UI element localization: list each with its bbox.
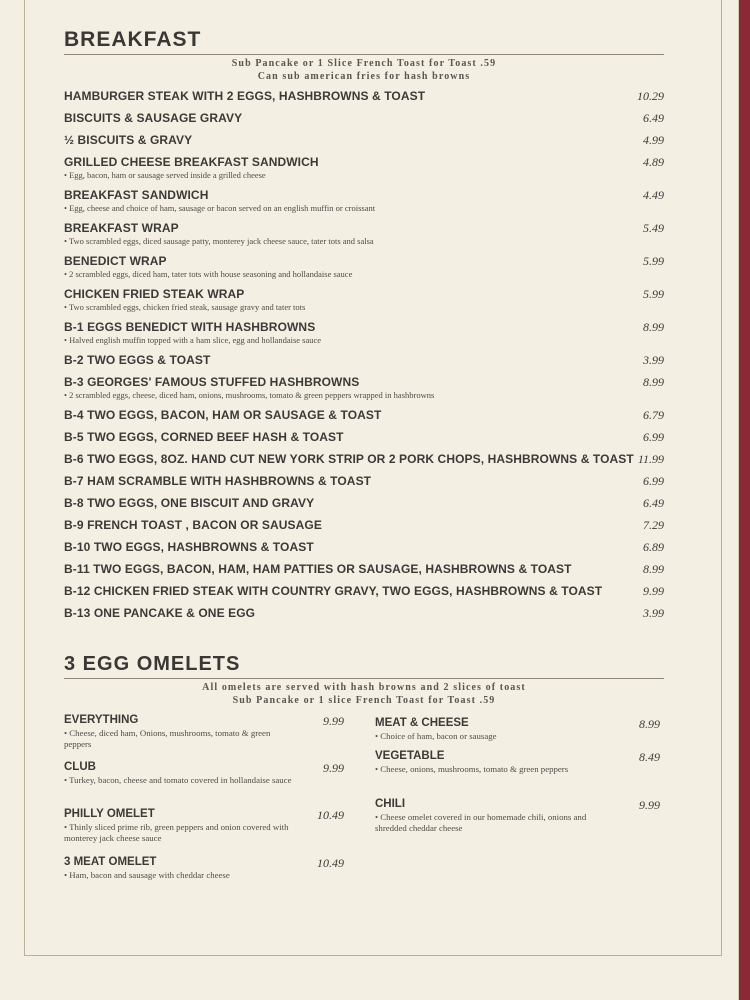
- item-description: • Halved english muffin topped with a ham slice, egg and hollandaise sauce: [64, 335, 322, 345]
- item-price: 6.89: [643, 540, 664, 554]
- omelet-price: 10.49: [317, 808, 344, 822]
- item-name: B-13 ONE PANCAKE & ONE EGG: [64, 606, 256, 620]
- item-name: BREAKFAST SANDWICH: [64, 188, 209, 202]
- item-price: 8.99: [643, 562, 664, 576]
- omelet-item: [375, 717, 660, 750]
- item-name: B-3 GEORGES' FAMOUS STUFFED HASHBROWNS: [64, 375, 360, 389]
- menu-item: [64, 353, 664, 375]
- item-name: B-10 TWO EGGS, HASHBROWNS & TOAST: [64, 540, 314, 554]
- item-price: 8.99: [643, 320, 664, 334]
- item-price: 5.49: [643, 221, 664, 235]
- omelet-name: PHILLY OMELET: [64, 808, 155, 820]
- menu-item: [64, 133, 664, 155]
- omelet-description: • Cheese omelet covered in our homemade chili, onions and shredded cheddar cheese: [375, 812, 587, 833]
- item-name: B-1 EGGS BENEDICT WITH HASHBROWNS: [64, 320, 316, 334]
- item-name: ½ BISCUITS & GRAVY: [64, 133, 193, 147]
- omelet-name: MEAT & CHEESE: [375, 717, 469, 729]
- breakfast-note-1: Sub Pancake or 1 Slice French Toast for Toast .59: [231, 58, 497, 69]
- menu-item: [64, 518, 664, 540]
- item-price: 7.29: [643, 518, 664, 532]
- item-name: B-12 CHICKEN FRIED STEAK WITH COUNTRY GRAVY, TWO EGGS, HASHBROWNS & TOAST: [64, 584, 603, 598]
- breakfast-title: BREAKFAST: [64, 28, 664, 55]
- breakfast-header: [64, 28, 664, 83]
- omelet-description: • Thinly sliced prime rib, green peppers and onion covered with monterey jack cheese sauce: [64, 822, 289, 843]
- omelet-description: • Cheese, onions, mushrooms, tomato & green peppers: [375, 764, 569, 774]
- item-price: 3.99: [643, 606, 664, 620]
- item-price: 4.49: [643, 188, 664, 202]
- item-name: B-9 FRENCH TOAST , BACON OR SAUSAGE: [64, 518, 322, 532]
- omelet-price: 9.99: [323, 714, 344, 728]
- item-description: • Two scrambled eggs, diced sausage patty, monterey jack cheese sauce, tater tots and salsa: [64, 236, 374, 246]
- omelets-note-2: Sub Pancake or 1 slice French Toast for Toast .59: [232, 695, 496, 706]
- omelet-name: 3 MEAT OMELET: [64, 856, 157, 868]
- item-price: 9.99: [643, 584, 664, 598]
- item-description: • Egg, bacon, ham or sausage served inside a grilled cheese: [64, 170, 266, 180]
- item-description: • Two scrambled eggs, chicken fried steak, sausage gravy and tater tots: [64, 302, 306, 312]
- item-price: 3.99: [643, 353, 664, 367]
- breakfast-note-2: Can sub american fries for hash browns: [257, 71, 471, 82]
- menu-item: [64, 320, 664, 353]
- omelet-item: [64, 856, 344, 896]
- item-price: 4.99: [643, 133, 664, 147]
- menu-item: [64, 155, 664, 188]
- item-name: HAMBURGER STEAK WITH 2 EGGS, HASHBROWNS & TOAST: [64, 89, 426, 103]
- omelet-description: • Ham, bacon and sausage with cheddar cheese: [64, 870, 230, 880]
- item-price: 5.99: [643, 287, 664, 301]
- omelet-item: [375, 798, 660, 848]
- item-name: B-11 TWO EGGS, BACON, HAM, HAM PATTIES OR SAUSAGE, HASHBROWNS & TOAST: [64, 562, 572, 576]
- item-price: 6.99: [643, 474, 664, 488]
- omelet-price: 9.99: [323, 761, 344, 775]
- omelet-price: 8.99: [639, 717, 660, 731]
- item-name: BREAKFAST WRAP: [64, 221, 179, 235]
- menu-item: [64, 408, 664, 430]
- menu-item: [64, 496, 664, 518]
- omelet-price: 10.49: [317, 856, 344, 870]
- omelet-item: [375, 750, 660, 798]
- omelet-description: • Cheese, diced ham, Onions, mushrooms, tomato & green peppers: [64, 728, 271, 749]
- omelet-item: [64, 714, 344, 761]
- menu-item: [64, 254, 664, 287]
- item-name: B-6 TWO EGGS, 8OZ. HAND CUT NEW YORK STRIP OR 2 PORK CHOPS, HASHBROWNS & TOAST: [64, 452, 634, 466]
- menu-item: [64, 606, 664, 628]
- menu-item: [64, 287, 664, 320]
- menu-item: [64, 89, 664, 111]
- omelet-item: [64, 808, 344, 856]
- omelet-item: [64, 761, 344, 808]
- item-description: • 2 scrambled eggs, diced ham, tater tots with house seasoning and hollandaise sauce: [64, 269, 353, 279]
- menu-item: [64, 452, 664, 474]
- item-price: 6.79: [643, 408, 664, 422]
- item-price: 8.99: [643, 375, 664, 389]
- omelets-note-1: All omelets are served with hash browns and 2 slices of toast: [202, 682, 526, 693]
- item-name: B-7 HAM SCRAMBLE WITH HASHBROWNS & TOAST: [64, 474, 372, 488]
- omelet-name: EVERYTHING: [64, 714, 139, 726]
- item-name: BENEDICT WRAP: [64, 254, 167, 268]
- item-price: 10.29: [637, 89, 664, 103]
- menu-item: [64, 474, 664, 496]
- omelets-header: [64, 653, 664, 707]
- omelet-name: CHILI: [375, 798, 406, 810]
- omelet-price: 8.49: [639, 750, 660, 764]
- omelet-price: 9.99: [639, 798, 660, 812]
- omelets-right-column: [375, 717, 660, 848]
- item-name: B-4 TWO EGGS, BACON, HAM OR SAUSAGE & TOAST: [64, 408, 382, 422]
- menu-item: [64, 584, 664, 606]
- omelet-name: CLUB: [64, 761, 96, 773]
- item-name: BISCUITS & SAUSAGE GRAVY: [64, 111, 243, 125]
- item-name: B-5 TWO EGGS, CORNED BEEF HASH & TOAST: [64, 430, 344, 444]
- omelets-left-column: [64, 714, 344, 896]
- item-description: • 2 scrambled eggs, cheese, diced ham, onions, mushrooms, tomato & green peppers wrapped in hashbrowns: [64, 390, 435, 400]
- omelet-description: • Turkey, bacon, cheese and tomato covered in hollandaise sauce: [64, 775, 292, 785]
- breakfast-items: [64, 89, 664, 628]
- item-price: 11.99: [637, 452, 664, 466]
- item-name: CHICKEN FRIED STEAK WRAP: [64, 287, 245, 301]
- menu-item: [64, 430, 664, 452]
- item-price: 5.99: [643, 254, 664, 268]
- menu-item: [64, 540, 664, 562]
- menu-item: [64, 375, 664, 408]
- omelet-name: VEGETABLE: [375, 750, 445, 762]
- item-price: 6.49: [643, 496, 664, 510]
- item-description: • Egg, cheese and choice of ham, sausage or bacon served on an english muffin or croissant: [64, 203, 376, 213]
- item-name: B-2 TWO EGGS & TOAST: [64, 353, 211, 367]
- item-name: GRILLED CHEESE BREAKFAST SANDWICH: [64, 155, 319, 169]
- menu-item: [64, 188, 664, 221]
- menu-item: [64, 221, 664, 254]
- item-price: 4.89: [643, 155, 664, 169]
- menu-item: [64, 111, 664, 133]
- menu-item: [64, 562, 664, 584]
- item-price: 6.99: [643, 430, 664, 444]
- omelet-description: • Choice of ham, bacon or sausage: [375, 731, 497, 741]
- item-price: 6.49: [643, 111, 664, 125]
- omelets-title: 3 EGG OMELETS: [64, 653, 664, 679]
- item-name: B-8 TWO EGGS, ONE BISCUIT AND GRAVY: [64, 496, 315, 510]
